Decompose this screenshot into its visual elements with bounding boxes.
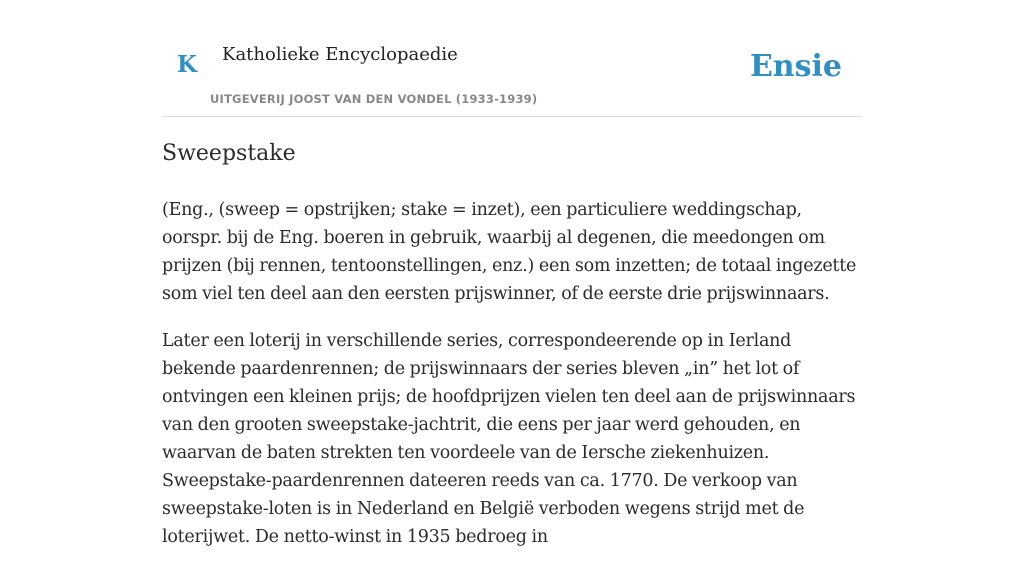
article-title: Sweepstake: [162, 141, 296, 166]
publisher-subtitle: UITGEVERIJ JOOST VAN DEN VONDEL (1933-1939): [210, 92, 538, 106]
publication-title[interactable]: Katholieke Encyclopaedie: [222, 44, 458, 65]
site-header: [162, 0, 862, 117]
article-paragraph: (Eng., (sweep = opstrijken; stake = inzet), een particuliere weddingschap, oorspr. bij de Eng. boeren in gebruik, waarbij al degenen, die meedongen om prijzen (bij rennen, tentoonstellingen, enz.) een som inzetten; de totaal ingezette som viel ten deel aan den eersten prijswinner, of de eerste drie prijswinnaars.: [162, 200, 857, 304]
article-paragraph: Later een loterij in verschillende series, correspondeerende op in Ierland bekende paardenrennen; de prijswinnaars der series bleven „in” het lot of ontvingen een kleinen prijs; de hoofdprijzen vielen ten deel aan de prijswinnaars van den grooten sweepstake-jachtrit, die eens per jaar werd gehouden, en waarvan de baten strekten ten voordeele van de Iersche ziekenhuizen. Sweepstake-paardenrennen dateeren reeds van ca. 1770. De verkoop van sweepstake-loten is in Nederland en België verboden wegens strijd met de loterijwet. De netto-winst in 1935 bedroeg in: [162, 331, 856, 547]
article-body: [162, 138, 862, 570]
publication-logo[interactable]: K: [177, 51, 197, 78]
ensie-brand-logo[interactable]: Ensie: [749, 49, 842, 84]
